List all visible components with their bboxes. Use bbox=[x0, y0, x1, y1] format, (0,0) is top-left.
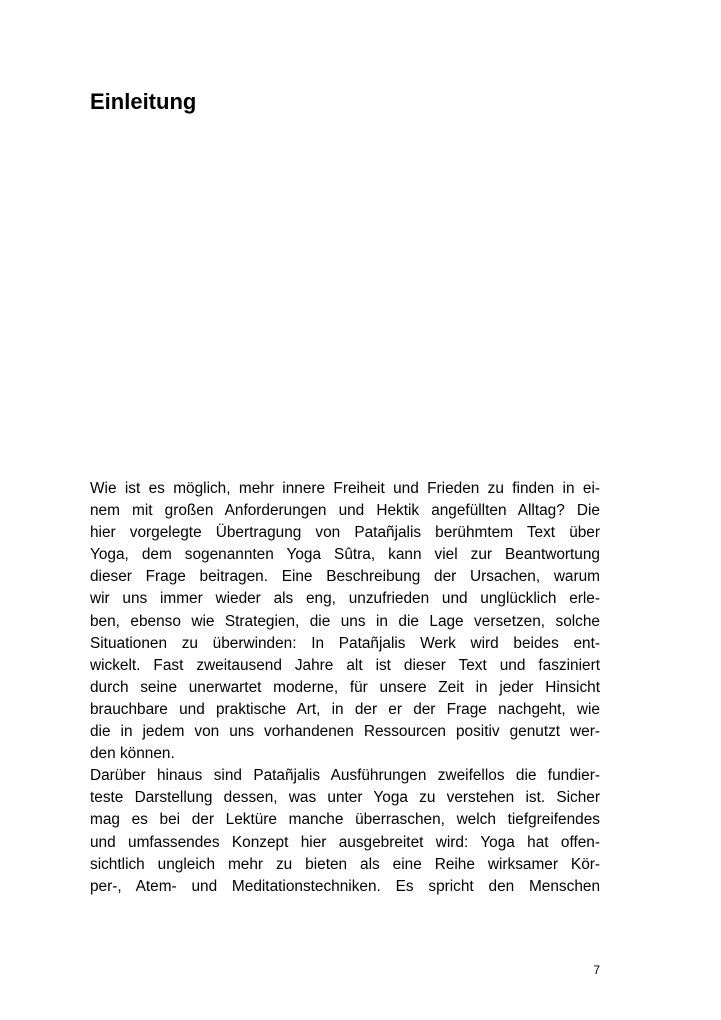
text-line: wickelt. Fast zweitausend Jahre alt ist dieser Text und fasziniert bbox=[90, 656, 600, 674]
body-text bbox=[90, 478, 600, 898]
text-line: nem mit großen Anforderungen und Hektik angefüllten Alltag? Die bbox=[90, 502, 600, 520]
paragraph-1 bbox=[90, 478, 600, 765]
text-line: brauchbare und praktische Art, in der er der Frage nachgeht, wie bbox=[90, 700, 600, 718]
text-line: Yoga, dem sogenannten Yoga Sûtra, kann viel zur Beantwortung bbox=[90, 546, 600, 564]
text-line: durch seine unerwartet moderne, für unsere Zeit in jeder Hinsicht bbox=[90, 678, 600, 696]
text-line: teste Darstellung dessen, was unter Yoga zu verstehen ist. Sicher bbox=[90, 789, 600, 807]
page-number: 7 bbox=[593, 963, 600, 977]
text-line: sichtlich ungleich mehr zu bieten als eine Reihe wirksamer Kör- bbox=[90, 855, 600, 873]
text-line: per-, Atem- und Meditationstechniken. Es spricht den Menschen bbox=[90, 877, 600, 895]
text-line: wir uns immer wieder als eng, unzufrieden und unglücklich erle- bbox=[90, 590, 600, 608]
text-line: ben, ebenso wie Strategien, die uns in die Lage versetzen, solche bbox=[90, 612, 600, 630]
text-line: dieser Frage beitragen. Eine Beschreibung der Ursachen, warum bbox=[90, 568, 600, 586]
paragraph-2 bbox=[90, 765, 600, 898]
text-line: Darüber hinaus sind Patañjalis Ausführungen zweifellos die fundier- bbox=[90, 767, 600, 785]
text-line: und umfassendes Konzept hier ausgebreitet wird: Yoga hat offen- bbox=[90, 833, 600, 851]
text-line: den können. bbox=[90, 745, 175, 763]
text-line: Wie ist es möglich, mehr innere Freiheit und Frieden zu finden in ei- bbox=[90, 480, 600, 497]
chapter-heading: Einleitung bbox=[90, 89, 197, 114]
text-line: Situationen zu überwinden: In Patañjalis Werk wird beides ent- bbox=[90, 634, 600, 652]
text-line: hier vorgelegte Übertragung von Patañjalis berühmtem Text über bbox=[90, 524, 600, 542]
text-line: mag es bei der Lektüre manche überraschen, welch tiefgreifendes bbox=[90, 811, 600, 829]
text-line: die in jedem von uns vorhandenen Ressourcen positiv genutzt wer- bbox=[90, 723, 600, 741]
